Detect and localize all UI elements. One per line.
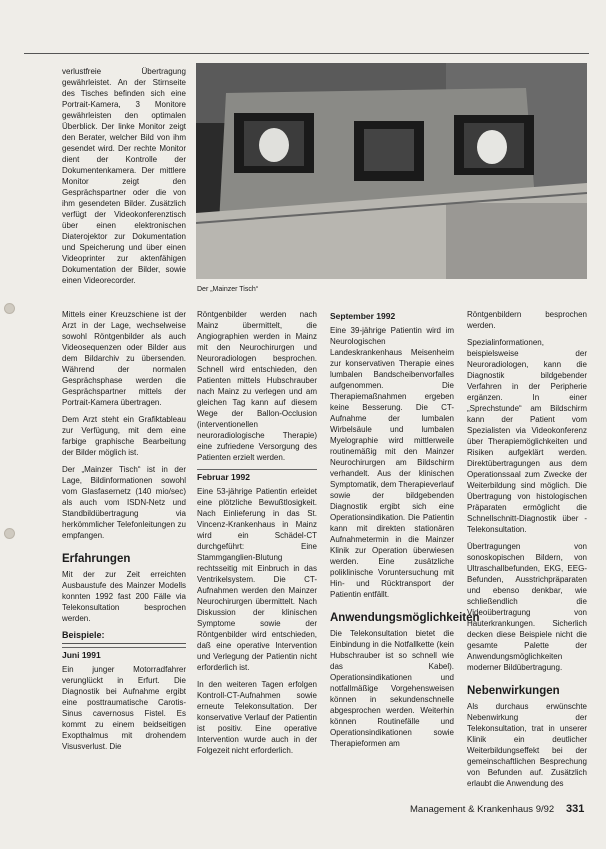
paragraph: verlustfreie Übertragung gewährleistet. An der Stirnseite des Tisches befinden sich eine Portrait-Kamera, 3 Monitore gewährleisten den optimalen Überblick. Der linke Monitor zeigt den Berater, welcher Bild von ihm gesendet wird. Der rechte Monitor dient der Kontrolle der Dokumentenkamera. Der mittlere Monitor zeigt den Gesprächspartner oder die von ihm gesendeten Bilder. Zusätzlich verfügt der Videokonferenztisch über einen elektronischen Diaterojektor zur Dokumentation und Speicherung und über einen Videoprinter zur aktenfähigen Dokumentation der Bilder, sowie einen Videorecorder. (62, 67, 186, 285)
paragraph: Mit der zur Zeit erreichten Ausbaustufe des Mainzer Modells konnten 1992 fast 200 Fälle via Telekonsultation besprochen werden. (62, 570, 186, 623)
column-4 (467, 309, 587, 795)
page-number: 331 (566, 803, 585, 815)
photo-caption: Der „Mainzer Tisch“ (197, 286, 259, 293)
journal-footer: Management & Krankenhaus 9/92 (410, 804, 555, 815)
punch-hole (4, 528, 15, 539)
examples-label: Beispiele: (62, 630, 186, 644)
paragraph: Dem Arzt steht ein Grafiktableau zur Verfügung, mit dem eine farbige graphische Bearbeitung der Bilder möglich ist. (62, 415, 186, 457)
paragraph: Röntgenbilder werden nach Mainz übermittelt, die Angiographien werden in Mainz mit den Neurochirurgen und Neuroradiologen besprochen. Schnell wird entschieden, den Patienten mittels Hubschrauber nach Mainz zu verlegen und am gleichen Tag kann auf diesem Wege der Ballon-Occlusion (interventionellen neuroradiologische Therapie) eine zufriedene Versorgung des Patienten erzielt werden. (197, 310, 317, 462)
paragraph: Ein junger Motorradfahrer verunglückt in Erfurt. Die Diagnostik bei Aufnahme ergibt eine posttraumatische Carotis-Sinus cavernosus Fistel. Es kommt zu einem beidseitigen Exopthalmus mit drohendem Visusverlust. Die (62, 665, 186, 751)
case-date: Februar 1992 (197, 469, 317, 483)
mainzer-tisch-photo (196, 63, 587, 279)
section-heading: Erfahrungen (62, 553, 131, 565)
column-3 (330, 309, 480, 755)
paragraph: Übertragungen von sonoskopischen Bildern, von Ultraschallbefunden, EKG, EEG-Befunden, Ausstrichpräparaten und ebenso denkbar, wie schließendlich die Videoübertragung von Hauterkrankungen. Sicherlich decken diese Beispiele nicht die gesamte Palette der Anwendungsmöglichkeiten moderner Bildübertragung. (467, 542, 587, 672)
column-1 (62, 309, 186, 758)
paragraph: Als durchaus erwünschte Nebenwirkung der Telekonsultation, trat in unserer Klinik ein deutlicher Weiterbildungseffekt bei der gemeinschaftlichen Besprechung von Befunden auf. Zusätzlich erlaubt die Anwendung des (467, 702, 587, 788)
section-heading: Nebenwirkungen (467, 685, 560, 697)
paragraph: Mittels einer Kreuzschiene ist der Arzt in der Lage, wechselweise sowohl Röntgenbilder als auch Videosequenzen oder Bilder aus dem Bildarchiv zu übersenden. Während der normalen Gesprächsphase werden die Gesprächspartner mittels der Portrait-Kamera übertragen. (62, 310, 186, 407)
section-heading: Anwendungsmöglichkeiten (330, 612, 480, 624)
case-date: Juni 1991 (62, 647, 186, 661)
paragraph: Röntgenbildern besprochen werden. (467, 310, 587, 330)
punch-hole (4, 303, 15, 314)
case-date: September 1992 (330, 311, 396, 321)
paragraph: Eine 53-jährige Patientin erleidet eine plötzliche Bewußtlosigkeit. Nach Einlieferung in das St. Vincenz-Krankenhaus in Mainz wird ein Schädel-CT durchgeführt: Eine Stammganglien-Blutung rechtsseitig mit Einbruch in das Ventrikelsystem. Die CT-Aufnahmen werden den Mainzer Neurochirurgen übermittelt. Nach Diskussion der klinischen Symptome sowie der Röntgenbilder wird entschieden, daß eine operative Intervention und Verlegung der Patientin nicht erforderlich ist. (197, 487, 317, 672)
paragraph: Der „Mainzer Tisch“ ist in der Lage, Bildinformationen sowohl vom Glasfasernetz (140 mio/sec) als auch vom ISDN-Netz und Standbildübertragung via herkömmlicher Telefonleitungen zu empfangen. (62, 465, 186, 540)
column-2 (197, 309, 317, 762)
paragraph: Eine 39-jährige Patientin wird im Neurologischen Landeskrankenhaus Meisenheim zur konservativen Therapie eines lumbalen Bandscheibenvorfalles aufgenommen. Die Therapiemaßnahmen ergeben keine Besserung. Die CT-Aufnahme der lumbalen Wirbelsäule und lumbalen Myelographie wird mittlerweile routinemäßig mit den Mainzer Neurochirurgen am Bildschirm verhandelt. Aus der klinischen Symptomatik, dem Therapieverlauf sowie der bildgebenden Diagnostik ergibt sich eine Operationsindikation. Die Patientin kann mit direkten stationären Aufnahmetermin in die Mainzer Klinik zur Operation überwiesen werden. Eine zusätzliche poliklinische Voruntersuchung mit Hin- und Rücktransport der Patientin entfällt. (330, 326, 454, 599)
paragraph: Die Telekonsultation bietet die Einbindung in die Notfallkette (kein Hubschrauber ist so schnell wie das Kabel). Operationsindikationen und notfallmäßige Vorgehensweisen können in sekundenschnelle abgesprochen werden. Weiterhin können Routinefälle und Operationsindikationen sowie Therapieformen am (330, 629, 454, 748)
paragraph: In den weiteren Tagen erfolgen Kontroll-CT-Aufnahmen sowie erneute Telekonsultation. Der konservative Verlauf der Patientin ist positiv. Eine operative Intervention wurde auch in der Folgezeit nicht erforderlich. (197, 680, 317, 755)
column-1-top (62, 66, 186, 292)
top-rule (24, 53, 589, 54)
paragraph: Spezialinformationen, beispielsweise der Neuroradiologen, kann die Diagnostik bildgebender Verfahren in der Peripherie ergänzen. In einer „Sprechstunde“ am Bildschirm kann der Patient vom Spezialisten via Videokonferenz über Therapiemöglichkeiten und Risiken aufgeklärt werden. Direktübertragungen aus dem Operationssaal zum Zwecke der Weiterbildung sind möglich. Die Übertragung von histologischen Präparaten ermöglicht die Schnellschnitt-Diagnostik über - Telekonsultation. (467, 338, 587, 534)
